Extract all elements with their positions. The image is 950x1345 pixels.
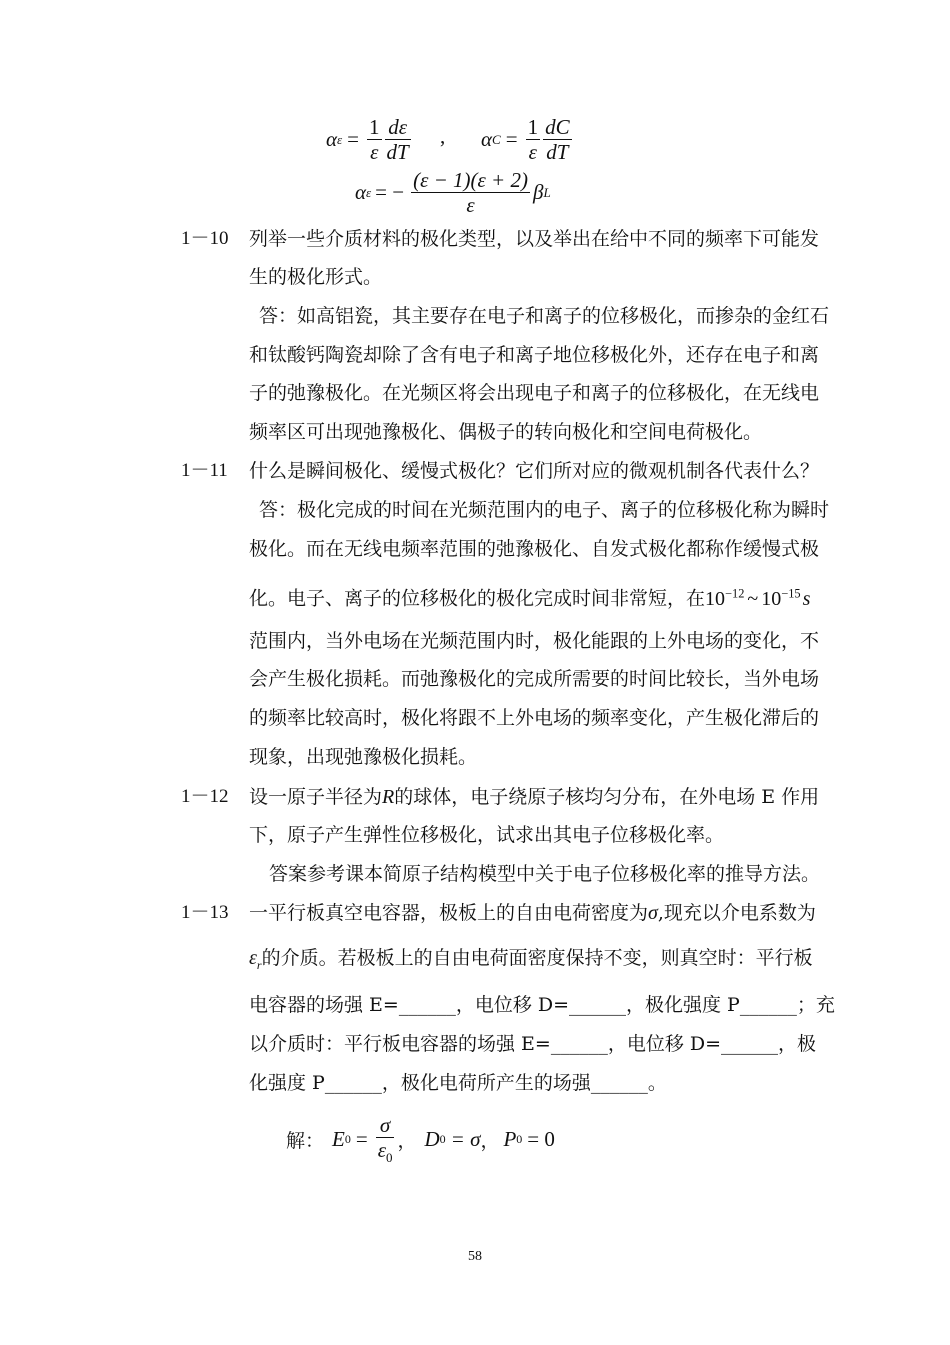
answer-1-10-line: 和钛酸钙陶瓷却除了含有电子和离子地位移极化外，还存在电子和离 bbox=[249, 344, 820, 366]
answer-1-11-line: 范围内，当外电场在光频范围内时，极化能跟的上外电场的变化，不 bbox=[249, 630, 820, 652]
fraction: $\frac{dC}{dT}$ bbox=[545, 115, 570, 165]
answer-1-10-line: 子的弛豫极化。在光频区将会出现电子和离子的位移极化，在无线电 bbox=[249, 382, 820, 404]
page-number: 58 bbox=[468, 1249, 482, 1264]
question-1-13-line: $\varepsilon_r$的介质。若极板上的自由电荷面密度保持不变，则真空时：平行板 bbox=[249, 947, 813, 972]
question-number-1-12: 1－12 bbox=[181, 786, 229, 807]
question-1-10-line: 生的极化形式。 bbox=[249, 266, 383, 288]
formula-alpha-c: α C = $\frac{1}{\varepsilon}$ $\frac{dC}{dT}$ bbox=[481, 115, 570, 165]
time-range: $10^{-12}$ ~ $10^{-15}$ s bbox=[705, 586, 811, 610]
fraction: $\frac{1}{\varepsilon}$ bbox=[369, 115, 380, 165]
question-1-10-line: 列举一些介质材料的极化类型，以及举出在给中不同的频率下可能发 bbox=[249, 228, 820, 250]
answer-1-11-line-with-range: 化。电子、离子的位移极化的极化完成时间非常短，在$10^{-12}$ ~ $10^{-15}$ s bbox=[249, 586, 811, 610]
question-1-11-line: 什么是瞬间极化、缓慢式极化？它们所对应的微观机制各代表什么？ bbox=[249, 460, 820, 482]
question-number-1-10: 1－10 bbox=[181, 228, 229, 249]
formula-alpha-epsilon: α ε = $\frac{1}{\varepsilon}$ $\frac{d\varepsilon}{dT}$ bbox=[326, 115, 409, 165]
fraction: $\frac{1}{\varepsilon}$ bbox=[527, 115, 539, 165]
formula-comma: , bbox=[440, 124, 446, 148]
fraction: $\frac{(\varepsilon - 1)(\varepsilon + 2)}{\varepsilon}$ bbox=[413, 168, 528, 218]
answer-1-11-line: 答：极化完成的时间在光频范围内的电子、离子的位移极化称为瞬时 bbox=[259, 499, 830, 521]
question-1-12-line: 下，原子产生弹性位移极化，试求出其电子位移极化率。 bbox=[249, 824, 725, 846]
answer-1-11-line: 极化。而在无线电频率范围的弛豫极化、自发式极化都称作缓慢式极 bbox=[249, 538, 820, 560]
answer-1-10-line: 答：如高铝瓷，其主要存在电子和离子的位移极化，而掺杂的金红石 bbox=[259, 305, 830, 327]
fraction: $\frac{\sigma}{\varepsilon_0}$ bbox=[377, 1113, 393, 1166]
question-1-13-line: 一平行板真空电容器，极板上的自由电荷密度为σ,现充以介电系数为 bbox=[249, 902, 816, 924]
answer-1-12-line: 答案参考课本简原子结构模型中关于电子位移极化率的推导方法。 bbox=[269, 863, 821, 885]
answer-1-11-line: 会产生极化损耗。而弛豫极化的完成所需要的时间比较长，当外电场 bbox=[249, 668, 820, 690]
question-number-1-11: 1－11 bbox=[181, 460, 228, 481]
question-1-12-line: 设一原子半径为R的球体，电子绕原子核均匀分布，在外电场 E 作用 bbox=[249, 786, 820, 808]
fraction: $\frac{d\varepsilon}{dT}$ bbox=[386, 115, 409, 165]
answer-1-11-line: 现象，出现弛豫极化损耗。 bbox=[249, 746, 478, 768]
solution-1-13: 解： E 0 = $\frac{\sigma}{\varepsilon_0}$ ， D 0 = σ ， P 0 = 0 bbox=[286, 1113, 555, 1166]
question-1-13-line: 电容器的场强 E=______，电位移 D=______，极化强度 P______；充 bbox=[249, 994, 835, 1016]
answer-1-11-line: 的频率比较高时，极化将跟不上外电场的频率变化，产生极化滞后的 bbox=[249, 707, 820, 729]
answer-1-10-line: 频率区可出现弛豫极化、偶极子的转向极化和空间电荷极化。 bbox=[249, 421, 763, 443]
question-1-13-line: 化强度 P______，极化电荷所产生的场强______。 bbox=[249, 1072, 667, 1094]
question-number-1-13: 1－13 bbox=[181, 902, 229, 923]
question-1-13-line: 以介质时：平行板电容器的场强 E=______，电位移 D=______，极 bbox=[249, 1033, 817, 1055]
formula-alpha-beta: α ε = − $\frac{(\varepsilon - 1)(\varepsilon + 2)}{\varepsilon}$ β L bbox=[355, 168, 551, 218]
